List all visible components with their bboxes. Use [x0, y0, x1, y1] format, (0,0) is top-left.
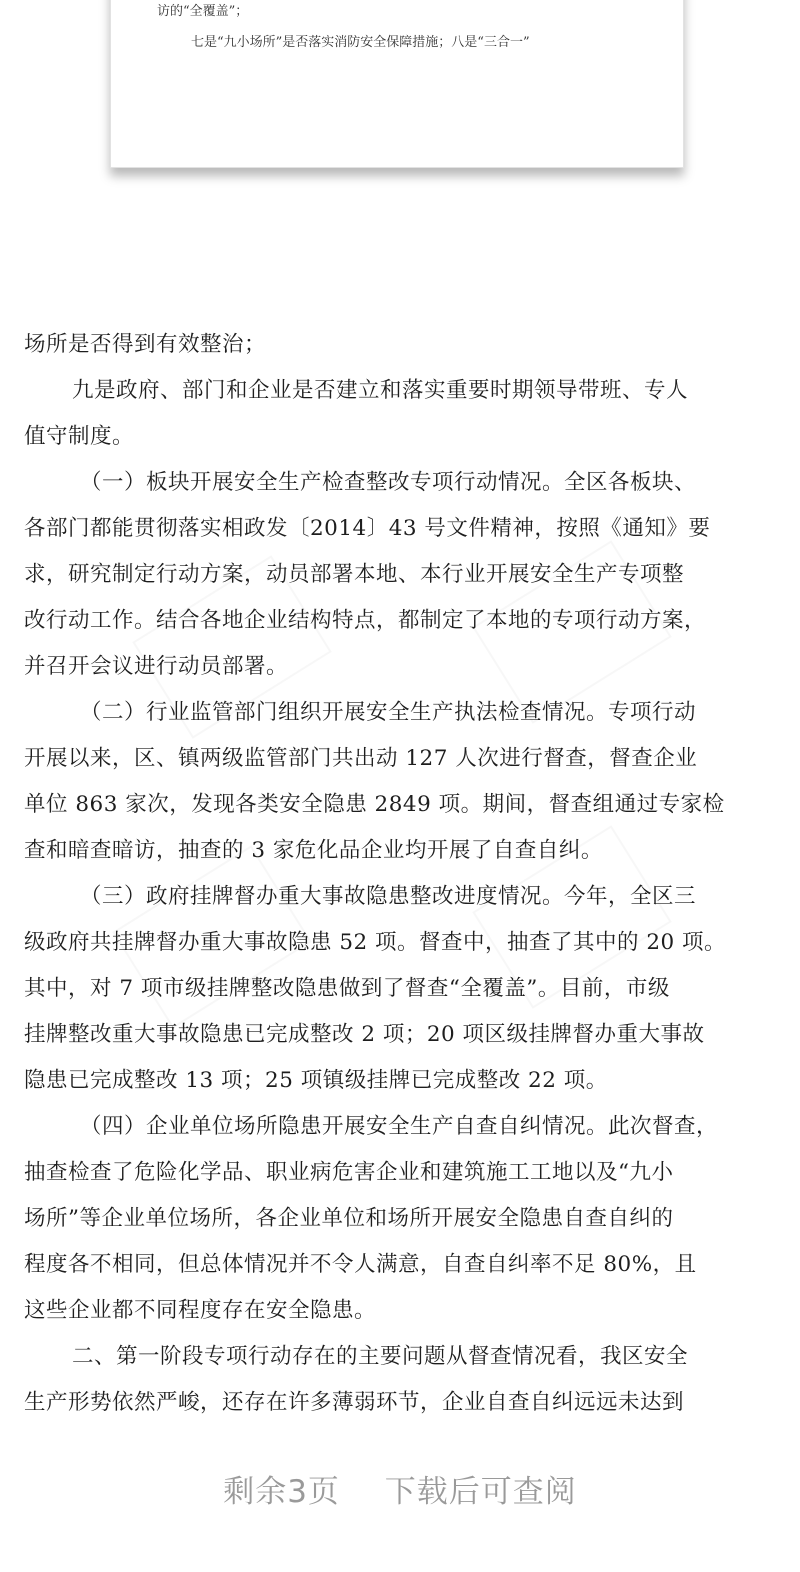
paragraph-line: 九是政府、部门和企业是否建立和落实重要时期领导带班、专人 — [72, 378, 689, 403]
paragraph-line: 这些企业都不同程度存在安全隐患。 — [24, 1298, 377, 1323]
paragraph-line: （一）板块开展安全生产检查整改专项行动情况。全区各板块、 — [80, 470, 697, 495]
paragraph-line: （二）行业监管部门组织开展安全生产执法检查情况。专项行动 — [80, 700, 697, 725]
paragraph-line: 生产形势依然严峻，还存在许多薄弱环节，企业自查自纠远远未达到 — [24, 1390, 685, 1415]
paragraph-line: 求，研究制定行动方案，动员部署本地、本行业开展安全生产专项整 — [24, 562, 685, 587]
preview-page-card — [110, 0, 684, 168]
paragraph-line: （三）政府挂牌督办重大事故隐患整改进度情况。今年，全区三 — [80, 884, 697, 909]
paragraph-line: 二、第一阶段专项行动存在的主要问题从督查情况看，我区安全 — [72, 1344, 689, 1369]
paragraph-line: 开展以来，区、镇两级监管部门共出动 127 人次进行督查，督查企业 — [24, 746, 698, 771]
remaining-pages-text: 剩余3页 — [223, 1474, 340, 1510]
paragraph-line: 并召开会议进行动员部署。 — [24, 654, 289, 679]
paragraph-line: 场所”等企业单位场所，各企业单位和场所开展安全隐患自查自纠的 — [24, 1206, 674, 1231]
paragraph-line: 改行动工作。结合各地企业结构特点，都制定了本地的专项行动方案， — [24, 608, 707, 633]
paragraph-line: 抽查检查了危险化学品、职业病危害企业和建筑施工工地以及“九小 — [24, 1160, 674, 1185]
paragraph-line: 查和暗查暗访，抽查的 3 家危化品企业均开展了自查自纠。 — [24, 838, 603, 863]
download-to-view-text: 下载后可查阅 — [384, 1474, 577, 1510]
paragraph-line: 单位 863 家次，发现各类安全隐患 2849 项。期间，督查组通过专家检 — [24, 792, 725, 817]
paragraph-line: （四）企业单位场所隐患开展安全生产自查自纠情况。此次督查， — [80, 1114, 719, 1139]
paragraph-line: 程度各不相同，但总体情况并不令人满意，自查自纠率不足 80%，且 — [24, 1252, 697, 1277]
card-text-line: 访的“全覆盖”； — [157, 4, 249, 19]
paragraph-line: 级政府共挂牌督办重大事故隐患 52 项。督查中，抽查了其中的 20 项。 — [24, 930, 727, 955]
paragraph-line: 各部门都能贯彻落实相政发〔2014〕43 号文件精神，按照《通知》要 — [24, 516, 711, 541]
paragraph-line: 值守制度。 — [24, 424, 135, 449]
paragraph-line: 隐患已完成整改 13 项；25 项镇级挂牌已完成整改 22 项。 — [24, 1068, 608, 1093]
download-prompt[interactable] — [0, 1466, 800, 1511]
card-text-line: 七是“九小场所”是否落实消防安全保障措施；八是“三合一” — [191, 35, 530, 50]
paragraph-line: 其中，对 7 项市级挂牌整改隐患做到了督查“全覆盖”。目前，市级 — [24, 976, 670, 1001]
paragraph-line: 挂牌整改重大事故隐患已完成整改 2 项；20 项区级挂牌督办重大事故 — [24, 1022, 705, 1047]
paragraph-line: 场所是否得到有效整治； — [24, 332, 267, 357]
